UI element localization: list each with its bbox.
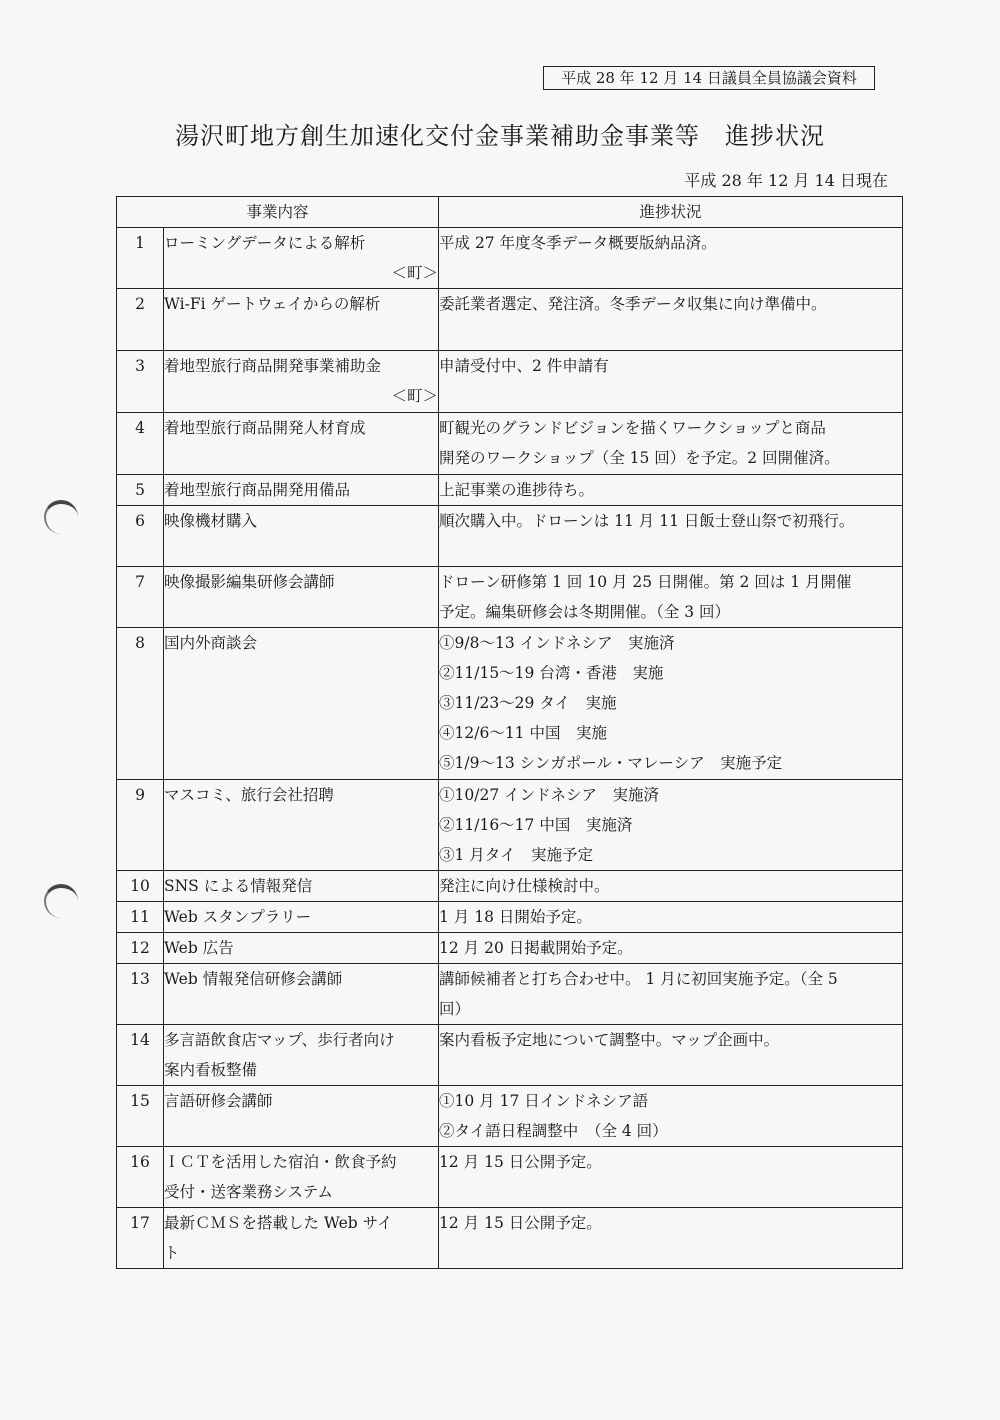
project-content-cell [164,780,439,871]
project-content-text: ローミングデータによる解析 [164,234,366,252]
progress-status-text: ③1 月タイ 実施予定 [439,846,593,864]
project-content-cell [164,228,439,289]
progress-status-text: 開発のワークショップ（全 15 回）を予定。2 回開催済。 [439,449,840,467]
row-number: 14 [117,1025,164,1086]
progress-status-text: 順次購入中。ドローンは 11 月 11 日飯士登山祭で初飛行。 [439,512,855,530]
project-content-text: 映像機材購入 [164,512,258,530]
table-header-row [117,197,903,228]
row-number: 10 [117,871,164,902]
progress-status-cell [439,1147,903,1208]
project-content-text: Web 情報発信研修会講師 [164,970,343,988]
project-content-cell [164,567,439,628]
progress-status-text: 12 月 15 日公開予定。 [439,1153,602,1171]
table-row [117,964,903,1025]
project-content-cell [164,871,439,902]
progress-status-text: ①10/27 インドネシア 実施済 [439,786,659,804]
progress-status-text: 上記事業の進捗待ち。 [439,481,595,499]
project-content-cell [164,289,439,351]
as-of-date: 平成 28 年 12 月 14 日現在 [684,171,888,190]
row-number: 15 [117,1086,164,1147]
project-content-text: SNS による情報発信 [164,877,313,895]
progress-table [116,196,903,1269]
table-row [117,1086,903,1147]
progress-status-cell [439,871,903,902]
project-content-cell [164,902,439,933]
table-body [117,228,903,1269]
project-content-cell [164,933,439,964]
progress-status-text: 平成 27 年度冬季データ概要版納品済。 [439,234,717,252]
progress-status-cell [439,964,903,1025]
project-content-cell [164,964,439,1025]
progress-status-cell [439,506,903,567]
row-number: 17 [117,1208,164,1269]
row-number: 4 [117,413,164,475]
project-content-text: 着地型旅行商品開発事業補助金 [164,357,382,375]
row-number: 11 [117,902,164,933]
progress-status-cell [439,228,903,289]
progress-status-cell [439,1086,903,1147]
table-row [117,1025,903,1086]
progress-status-text: 12 月 15 日公開予定。 [439,1214,602,1232]
project-content-text: 案内看板整備 [164,1061,258,1079]
row-number: 6 [117,506,164,567]
progress-status-text: ②11/16～17 中国 実施済 [439,816,633,834]
table-row [117,506,903,567]
project-content-cell [164,628,439,780]
project-content-cell [164,351,439,413]
project-content-cell [164,506,439,567]
project-content-text: マスコミ、旅行会社招聘 [164,786,334,804]
table-row [117,567,903,628]
table-row [117,475,903,506]
row-number: 16 [117,1147,164,1208]
progress-status-text: 12 月 20 日掲載開始予定。 [439,939,633,957]
progress-status-cell [439,1208,903,1269]
table-row [117,289,903,351]
progress-status-cell [439,567,903,628]
project-content-text: 映像撮影編集研修会講師 [164,573,335,591]
progress-status-cell [439,1025,903,1086]
progress-status-cell [439,628,903,780]
progress-status-text: 1 月 18 日開始予定。 [439,908,592,926]
table-row [117,871,903,902]
table-row [117,1208,903,1269]
row-number: 3 [117,351,164,413]
project-content-text: ＩＣＴを活用した宿泊・飲食予約 [164,1153,397,1171]
progress-status-cell [439,780,903,871]
progress-status-cell [439,351,903,413]
table-row [117,933,903,964]
progress-status-text: ④12/6～11 中国 実施 [439,724,607,742]
project-content-cell [164,1025,439,1086]
progress-status-text: ①10 月 17 日インドネシア語 [439,1092,649,1110]
progress-status-text: 案内看板予定地について調整中。マップ企画中。 [439,1031,780,1049]
row-number: 1 [117,228,164,289]
table-row [117,628,903,780]
table-row [117,228,903,289]
row-number: 9 [117,780,164,871]
page-title: 湯沢町地方創生加速化交付金事業補助金事業等 進捗状況 [175,122,825,150]
header-status: 進捗状況 [439,197,903,228]
project-content-text: 着地型旅行商品開発用備品 [164,481,351,499]
progress-status-text: 発注に向け仕様検討中。 [439,877,610,895]
progress-status-cell [439,475,903,506]
project-owner-note: ＜町＞ [391,387,439,405]
row-number: 12 [117,933,164,964]
row-number: 8 [117,628,164,780]
project-content-text: 多言語飲食店マップ、歩行者向け [164,1031,395,1049]
row-number: 5 [117,475,164,506]
row-number: 7 [117,567,164,628]
row-number: 2 [117,289,164,351]
progress-status-cell [439,289,903,351]
table-row [117,1147,903,1208]
table-row [117,780,903,871]
progress-status-text: 講師候補者と打ち合わせ中。 1 月に初回実施予定。（全 5 [439,970,838,988]
punch-hole-icon [44,500,78,534]
progress-status-text: 回） [439,1000,471,1018]
progress-status-cell [439,413,903,475]
project-content-cell [164,1086,439,1147]
progress-status-text: ②11/15～19 台湾・香港 実施 [439,664,664,682]
project-content-text: Web スタンプラリー [164,908,312,926]
progress-status-text: ②タイ語日程調整中 （全 4 回） [439,1122,668,1140]
progress-status-text: 町観光のグランドビジョンを描くワークショップと商品 [439,419,826,437]
project-content-text: 着地型旅行商品開発人材育成 [164,419,366,437]
progress-status-text: ドローン研修第 1 回 10 月 25 日開催。第 2 回は 1 月開催 [439,573,852,591]
progress-status-text: 予定。編集研修会は冬期開催。（全 3 回） [439,603,730,621]
row-number: 13 [117,964,164,1025]
progress-status-text: ①9/8～13 インドネシア 実施済 [439,634,675,652]
table-row [117,902,903,933]
table-row [117,351,903,413]
project-content-text: 受付・送客業務システム [164,1183,333,1201]
meeting-material-label: 平成 28 年 12 月 14 日議員全員協議会資料 [543,66,875,90]
project-content-text: Wi-Fi ゲートウェイからの解析 [164,295,381,313]
project-content-text: Web 広告 [164,939,234,957]
project-content-text: 言語研修会講師 [164,1092,273,1110]
project-content-text: ト [164,1244,180,1262]
project-content-text: 国内外商談会 [164,634,258,652]
progress-status-cell [439,933,903,964]
header-content: 事業内容 [117,197,439,228]
progress-status-cell [439,902,903,933]
project-content-cell [164,1147,439,1208]
project-owner-note: ＜町＞ [391,264,439,282]
project-content-cell [164,413,439,475]
table-row [117,413,903,475]
progress-status-text: 申請受付中、2 件申請有 [439,357,609,375]
progress-status-text: ③11/23～29 タイ 実施 [439,694,617,712]
project-content-text: 最新ＣＭＳを搭載した Web サイ [164,1214,393,1232]
project-content-cell [164,1208,439,1269]
progress-status-text: 委託業者選定、発注済。冬季データ収集に向け準備中。 [439,295,827,313]
project-content-cell [164,475,439,506]
progress-status-text: ⑤1/9～13 シンガポール・マレーシア 実施予定 [439,754,783,772]
punch-hole-icon [44,884,78,918]
